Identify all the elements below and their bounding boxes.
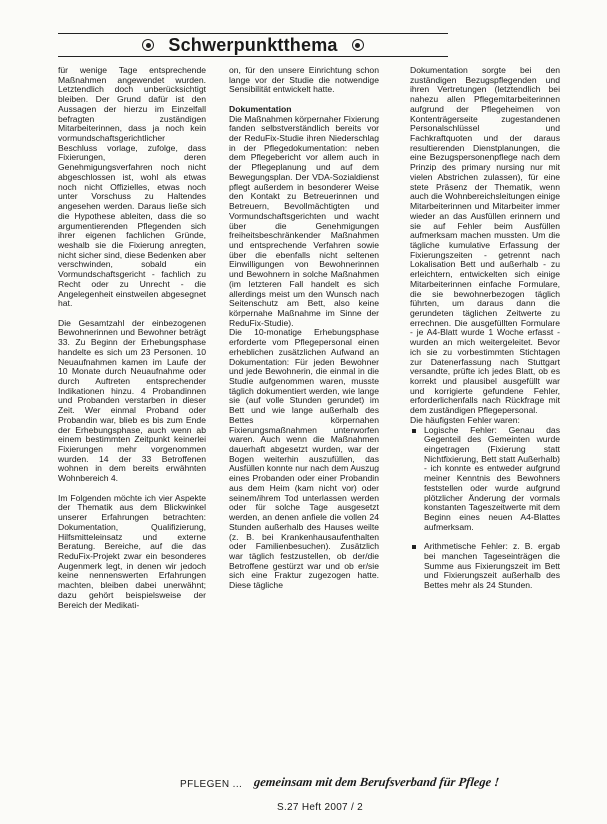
paragraph: Dokumentation sorgte bei den zuständigen Bezugspflegenden und ihren Vertretungen (letztendlich bei nahezu allen Pflegemitarbeiterinnen aufgrund der Pflegeheimen von Kontenträgerseite zugestandenen Personalschlüssel und Fachkraftquoten und der daraus resultierenden Dienstplanungen, die eine Bezugspersonenpflege nach dem Prinzip des primary nursing nur mit vielen Abstrichen zulassen), für eine stete Präsenz der Thematik, wenn auch die Wohnbereichsleitungen einige Mitarbeiterinnen und Mitarbeiter immer wieder an das Ausfüllen erinnern und sie auf Fehler beim Ausfüllen aufmerksam machen mussten. Um die tägliche kumulative Erfassung der Fixierungszeiten - getrennt nach Lokalisation Bett und außerhalb - zu erleichtern, entwickelten sich einige Mitarbeiterinnen einfache Formulare, die sie bewohnerbezogen täglich führten, um daraus dann die gerundeten täglichen Zeitwerte zu errechnen. Die ausgefüllten Formulare - je A4-Blatt wurde 1 Woche erfasst - wurden an mich weitergeleitet. Bevor ich sie zu vorbestimmten Stichtagen zur Datenerfassung nach Stuttgart versandte, prüfte ich jedes Blatt, ob es korrekt und plausibel ausgefüllt war und korrigierte gefundene Fehler, erforderlichenfalls nach Rückfrage mit dem zuständigen Pflegepersonal. xyxy=(410,66,560,416)
text-column-1 xyxy=(58,66,206,774)
list-intro: Die häufigsten Fehler waren: xyxy=(410,414,520,425)
paragraph: on, für den unsere Einrichtung schon lange vor der Studie die notwendige Sensibilität entwickelt hatte. xyxy=(229,66,379,95)
paragraph: Die Gesamtzahl der einbezogenen Bewohnerinnen und Bewohner beträgt 33. Zu Beginn der Erhebungsphase handelte es sich um 23 Personen. 10 Neuaufnahmen kamen im Laufe der 10 Monate durch Neuaufnahme oder durch Auftreten entsprechender Indikationen hinzu. 4 Probandinnen und Probanden verstarben in dieser Zeit. Wer einmal Proband oder Probandin war, blieb es bis zum Ende der Erhebungsphase, auch wenn ab einem bestimmten Zeitpunkt keinerlei Fixierungen mehr vorgenommen wurden. 14 der 33 Betroffenen wohnen in dem bereits erwähnten Wohnbereich 4. xyxy=(58,317,206,484)
footer-slogan: gemeinsam mit dem Berufsverband für Pflege ! xyxy=(253,775,500,789)
section-header xyxy=(58,33,448,57)
text-column-2 xyxy=(229,66,379,774)
paragraph: für wenige Tage entsprechende Maßnahmen angewendet wurden. Letztendlich doch unberücksichtigt bleiben. Der Grund dafür ist den Aussagen der hierzu im Einzelfall befragten zuständigen Mitarbeiterinnen, dass ja noch kein vormundschaftsgerichtlicher Beschluss vorlage, zufolge, dass Fixierungen, deren Genehmigungsverfahren noch nicht abgeschlossen ist, wohl als etwas noch nicht Offizielles, etwas noch unter Vorschuss zu Haltendes angesehen werden. Daraus ließe sich die Hypothese ableiten, dass die so argumentierenden Pflegenden sich ihrer eigenen fachlichen Gründe, weshalb sie die Fixierung anregten, nicht sicher sind, diese Bedenken aber verschwinden, sobald ein Vormundschaftsgericht - fachlich zu Recht oder zu Unrecht - die Angelegenheit einstweilen abgesegnet hat. xyxy=(58,66,206,309)
text-column-3 xyxy=(410,66,560,774)
section-title: Schwerpunktthema xyxy=(168,34,338,55)
footer-brand: PFLEGEN ... xyxy=(180,779,243,790)
paragraph: Die Maßnahmen körpernaher Fixierung fanden selbstverständlich bereits vor der ReduFix-Studie ihren Niederschlag in der Pflegedokumentation: neben dem Pflegebericht vor allem auch in der Pflegeplanung und auf dem Bewegungsplan. Der VDA-Sozialdienst pflegt außerdem in besonderer Weise den Kontakt zu Betreuerinnen und Betreuern, Bevollmächtigten und Vormundschaftsgerichten und wacht über die Genehmigungen freiheitsbeschränkender Maßnahmen und entsprechende Verfahren sowie über die ebenfalls nicht seltenen Einwilligungen von Bewohnerinnen und Bewohnern in solche Maßnahmen (im letzteren Fall handelt es sich allerdings meist um den Wunsch nach Seitenschutz am Bett, also keine körpernahe Maßnahme im Sinne der ReduFix-Studie). xyxy=(229,113,379,328)
list-item: Arithmetische Fehler: z. B. ergab bei manchen Tageseinträgen die Summe aus Fixierungszeit im Bett und Fixierungszeit außerhalb des Bettes mehr als 24 Stunden. xyxy=(410,542,560,591)
list-item: Logische Fehler: Genau das Gegenteil des Gemeinten wurde eingetragen (Fixierung statt Nichtfixierung, Bett statt Außerhalb) - ich konnte es entweder aufgrund meiner Kenntnis des Bewohners feststellen oder wurde aufgrund plötzlicher Änderung der vormals konstanten Tageszeitwerte mit dem Beginn eines neuen A4-Blattes aufmerksam. xyxy=(410,426,560,533)
page-footer xyxy=(0,776,607,820)
paragraph: Im Folgenden möchte ich vier Aspekte der Thematik aus dem Blickwinkel unserer Erfahrungen betrachten: Dokumentation, Qualifizierung, Hilfsmitteleinsatz und externe Beratung. Bereiche, auf die das ReduFix-Projekt zwar ein besonderes Augenmerk legt, in denen wir jedoch keine nennenswerten Erfahrungen machten, bleiben dabei unerwähnt; dazu gehört beispielsweise der Bereich der Medikati- xyxy=(58,492,206,610)
error-list xyxy=(410,426,560,591)
paragraph: Die 10-monatige Erhebungsphase erforderte vom Pflegepersonal einen erheblichen zusätzlichen Aufwand an Dokumentation: Für jeden Bewohner und jede Bewohnerin, die einmal in die Studie aufgenommen waren, musste täglich dokumentiert werden, wie lange sie (auf volle Stunden gerundet) im Bett und wie lange außerhalb des Bettes körpernahen Fixierungsmaßnahmen unterworfen waren. Auch wenn die Maßnahmen dauerhaft abgesetzt wurden, war der Bogen weiterhin auszufüllen, das Ausfüllen konnte nur nach dem Auszug eines Probanden oder einer Probandin aus dem Heim (kam nicht vor) oder seinem/ihrem Tod unterlassen werden oder für solche Tage ausgesetzt werden, an denen anfiele die vollen 24 Stunden außerhalb des Hauses weilte (z. B. bei Krankenhausaufenthalten oder Familienbesuchen). Zusätzlich war täglich festzustellen, ob der/die Betroffene gestürzt war und ob er/sie sich eine Fraktur zugezogen hatte. Diese tägliche xyxy=(229,327,379,591)
page-number: S.27 Heft 2007 / 2 xyxy=(277,802,364,813)
target-icon xyxy=(352,39,364,51)
target-icon xyxy=(142,39,154,51)
subheading: Dokumentation xyxy=(229,103,292,114)
